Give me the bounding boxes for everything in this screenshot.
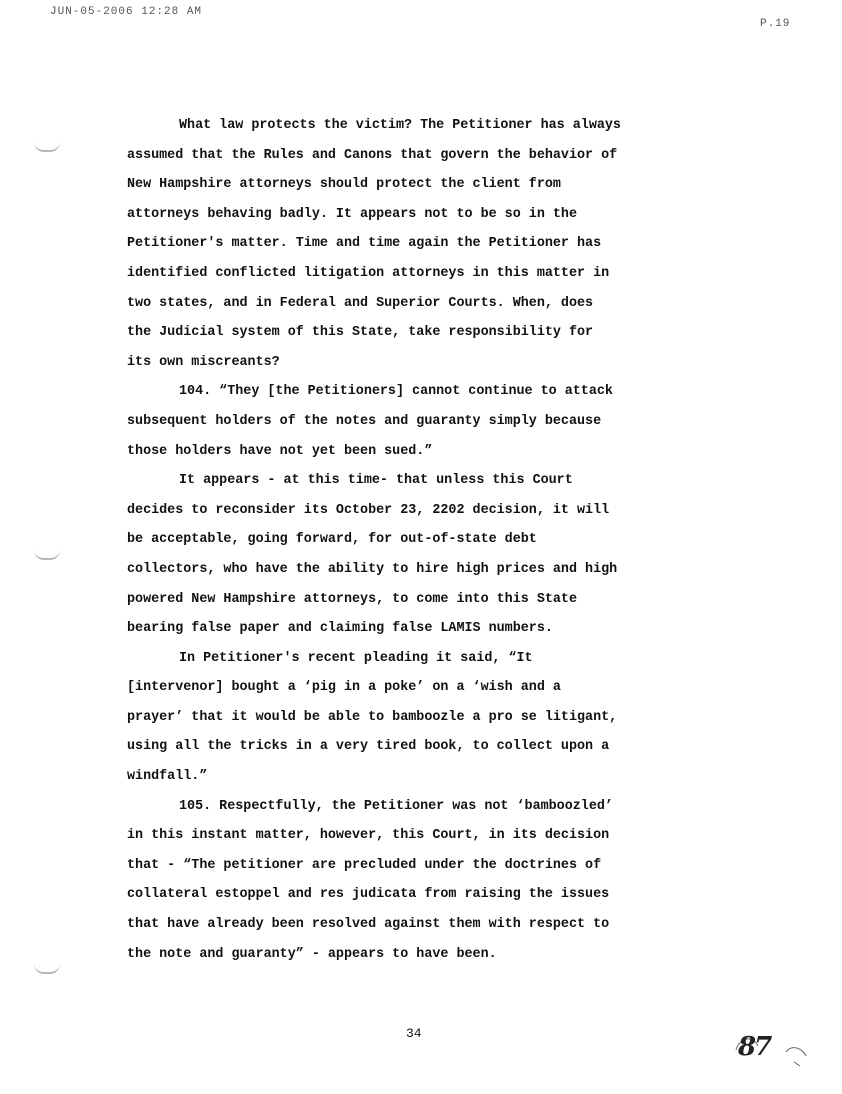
text-line: using all the tricks in a very tired book, to collect upon a <box>127 739 610 755</box>
text-line: the Judicial system of this State, take responsibility for <box>127 325 594 341</box>
text-line: subsequent holders of the notes and guaranty simply because <box>127 413 602 429</box>
text-line: that - “The petitioner are precluded under the doctrines of <box>127 857 602 873</box>
text-line: bearing false paper and claiming false LAMIS numbers. <box>127 621 553 637</box>
handwritten-page-stamp: 87 <box>738 1032 771 1062</box>
text-line: those holders have not yet been sued.” <box>127 443 433 459</box>
text-line: its own miscreants? <box>127 354 280 370</box>
text-line: powered New Hampshire attorneys, to come into this State <box>127 591 577 607</box>
text-line: the note and guaranty” - appears to have been. <box>127 946 497 962</box>
text-line: collectors, who have the ability to hire high prices and high <box>127 561 618 577</box>
text-line: that have already been resolved against them with respect to <box>127 917 610 933</box>
hole-punch-mark <box>34 142 60 152</box>
text-line: 104. “They [the Petitioners] cannot continue to attack <box>179 384 613 400</box>
fax-page-number: P.19 <box>760 18 791 30</box>
text-line: prayer’ that it would be able to bamboozle a pro se litigant, <box>127 709 618 725</box>
text-line: be acceptable, going forward, for out-of-state debt <box>127 532 537 548</box>
text-line: two states, and in Federal and Superior Courts. When, does <box>127 295 594 311</box>
text-line: assumed that the Rules and Canons that govern the behavior of <box>127 147 618 163</box>
text-line: identified conflicted litigation attorneys in this matter in <box>127 265 610 281</box>
text-line: In Petitioner's recent pleading it said, “It <box>179 650 533 666</box>
text-line: in this instant matter, however, this Court, in its decision <box>127 828 610 844</box>
text-line: attorneys behaving badly. It appears not to be so in the <box>127 206 577 222</box>
fax-header-timestamp: JUN-05-2006 12:28 AM <box>50 6 203 18</box>
body-text <box>127 111 727 969</box>
text-line: Petitioner's matter. Time and time again the Petitioner has <box>127 236 602 252</box>
page-number: 34 <box>406 1026 422 1041</box>
text-line: [intervenor] bought a ‘pig in a poke’ on a ‘wish and a <box>127 680 561 696</box>
hole-punch-mark <box>34 964 60 974</box>
text-line: What law protects the victim? The Petitioner has always <box>179 118 621 133</box>
text-line: 105. Respectfully, the Petitioner was not ‘bamboozled’ <box>179 798 613 814</box>
text-line: New Hampshire attorneys should protect the client from <box>127 177 561 193</box>
text-line: windfall.” <box>127 769 208 785</box>
text-line: It appears - at this time- that unless this Court <box>179 473 573 489</box>
text-line: collateral estoppel and res judicata from raising the issues <box>127 887 610 903</box>
text-line: decides to reconsider its October 23, 2202 decision, it will <box>127 502 610 518</box>
hole-punch-mark <box>34 550 60 560</box>
